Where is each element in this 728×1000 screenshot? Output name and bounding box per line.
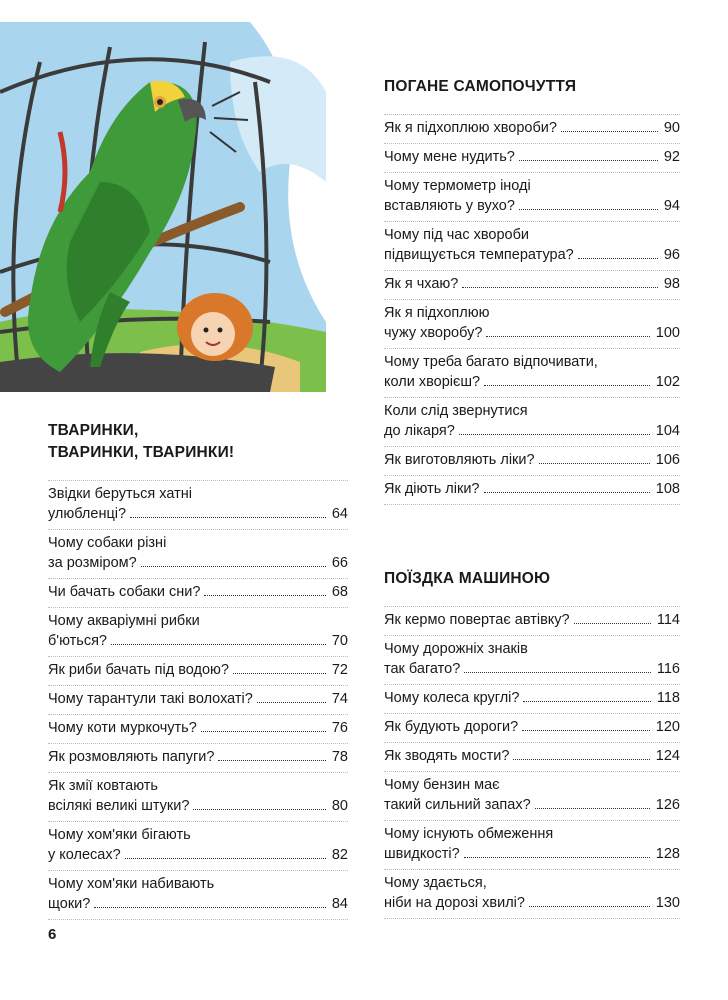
toc-entry-title-line: Як я підхоплюю	[384, 305, 490, 321]
toc-entry-page: 126	[655, 797, 680, 813]
toc-entry-title-line: Чому треба багато відпочивати,	[384, 354, 598, 370]
toc-entry-page: 66	[331, 555, 348, 571]
toc-entry	[48, 530, 348, 579]
toc-entry-title-line: Як я чхаю?	[384, 276, 459, 292]
dot-leader	[464, 857, 650, 858]
toc-entry-title-line: швидкості?	[384, 846, 460, 862]
dot-leader	[561, 131, 658, 132]
toc-entry-page: 130	[655, 895, 680, 911]
section-title-line: ТВАРИНКИ,	[48, 422, 139, 439]
toc-entry-title-line: Чому мене нудить?	[384, 149, 515, 165]
toc-entry-title-line: Як кермо повертає автівку?	[384, 612, 570, 628]
toc-entry	[48, 871, 348, 920]
dot-leader	[201, 731, 326, 732]
toc-entry	[48, 773, 348, 822]
toc-entry	[384, 447, 680, 476]
toc-entry-title-line: Чому колеса круглі?	[384, 690, 520, 706]
dot-leader	[522, 730, 650, 731]
section-title	[48, 420, 348, 464]
toc-entry-page: 82	[331, 847, 348, 863]
toc-entry-title-line: до лікаря?	[384, 423, 455, 439]
section-title	[384, 76, 680, 98]
toc-entry-page: 70	[331, 633, 348, 649]
toc-entry-title-line: Чому акваріумні рибки	[48, 613, 200, 629]
toc-entry	[48, 657, 348, 686]
toc-entry	[48, 686, 348, 715]
dot-leader	[218, 760, 325, 761]
toc-entry-title-line: Чому собаки різні	[48, 535, 167, 551]
section-title-line: ПОЇЗДКА МАШИНОЮ	[384, 570, 551, 587]
toc-entry-page: 114	[656, 612, 680, 628]
toc-entry-page: 108	[655, 481, 680, 497]
toc-entry-page: 102	[655, 374, 680, 390]
toc-entry-title-line: Як виготовляють ліки?	[384, 452, 535, 468]
toc-entry-page: 96	[663, 247, 680, 263]
dot-leader	[130, 517, 326, 518]
toc-entry-title-line: коли хворієш?	[384, 374, 481, 390]
dot-leader	[111, 644, 326, 645]
toc-entry-title-line: Як я підхоплюю хвороби?	[384, 120, 557, 136]
dot-leader	[462, 287, 657, 288]
toc-entry	[48, 579, 348, 608]
toc-entry-page: 68	[331, 584, 348, 600]
toc-entry-page: 116	[656, 661, 680, 677]
toc-entry-title-line: так багато?	[384, 661, 461, 677]
toc-entry-title-line: у колесах?	[48, 847, 121, 863]
toc-entry-page: 120	[655, 719, 680, 735]
toc-entry-page: 64	[331, 506, 348, 522]
section-title	[384, 568, 680, 590]
toc-entry-title-line: Чому хом'яки набивають	[48, 876, 215, 892]
toc-entry-title-line: Чому коти муркочуть?	[48, 720, 197, 736]
dot-leader	[125, 858, 326, 859]
dot-leader	[94, 907, 326, 908]
toc-entry-page: 80	[331, 798, 348, 814]
toc-entry	[384, 685, 680, 714]
dot-leader	[535, 808, 650, 809]
dot-leader	[529, 906, 650, 907]
section-title-line: ПОГАНЕ САМОПОЧУТТЯ	[384, 78, 577, 95]
parrot-illustration-svg	[0, 22, 326, 392]
toc-entry-title-line: Чому здається,	[384, 875, 487, 891]
toc-entry	[48, 608, 348, 657]
toc-entry-page: 74	[331, 691, 348, 707]
toc-section-feeling-bad	[384, 76, 680, 505]
toc-entry	[384, 714, 680, 743]
dot-leader	[578, 258, 658, 259]
toc-entry-title-line: чужу хворобу?	[384, 325, 483, 341]
toc-entry-page: 124	[655, 748, 680, 764]
dot-leader	[486, 336, 649, 337]
toc-entries	[384, 114, 680, 505]
dot-leader	[141, 566, 326, 567]
section-title-line: ТВАРИНКИ, ТВАРИНКИ!	[48, 444, 235, 461]
toc-entry-title-line: Як зводять мости?	[384, 748, 510, 764]
dot-leader	[519, 209, 658, 210]
toc-entry-page: 84	[331, 896, 348, 912]
dot-leader	[459, 434, 650, 435]
toc-entry-page: 98	[663, 276, 680, 292]
toc-entry	[48, 744, 348, 773]
parrot-cage-illustration	[0, 22, 326, 392]
toc-entry-title-line: б'ються?	[48, 633, 107, 649]
toc-entry	[384, 636, 680, 685]
toc-section-car-trip	[384, 568, 680, 919]
toc-entry-title-line: Чи бачать собаки сни?	[48, 584, 201, 600]
toc-entry-title-line: вставляють у вухо?	[384, 198, 515, 214]
toc-entry-title-line: Як розмовляють папуги?	[48, 749, 215, 765]
toc-entry-page: 72	[331, 662, 348, 678]
toc-entry-title-line: Чому тарантули такі волохаті?	[48, 691, 253, 707]
toc-entry-title-line: улюбленці?	[48, 506, 127, 522]
toc-entry	[384, 144, 680, 173]
toc-entry	[384, 173, 680, 222]
toc-entry-title-line: Чому дорожніх знаків	[384, 641, 528, 657]
toc-entry-title-line: підвищується температура?	[384, 247, 574, 263]
toc-entry-title-line: Як будують дороги?	[384, 719, 519, 735]
toc-entry	[48, 715, 348, 744]
toc-entry-title-line: щоки?	[48, 896, 91, 912]
toc-entry	[48, 480, 348, 530]
page-number: 6	[48, 926, 57, 943]
toc-entry-title-line: Чому під час хвороби	[384, 227, 529, 243]
toc-entry	[384, 870, 680, 919]
toc-entry-title-line: Чому бензин має	[384, 777, 500, 793]
toc-entry-page: 76	[331, 720, 348, 736]
dot-leader	[193, 809, 325, 810]
toc-entry-title-line: Чому існують обмеження	[384, 826, 554, 842]
toc-entry-title-line: за розміром?	[48, 555, 137, 571]
dot-leader	[484, 492, 650, 493]
toc-entries	[384, 606, 680, 919]
toc-entry	[384, 271, 680, 300]
dot-leader	[257, 702, 326, 703]
toc-section-pets	[48, 420, 348, 920]
girl-icon	[177, 293, 253, 361]
toc-entry	[384, 398, 680, 447]
toc-entry	[384, 349, 680, 398]
dot-leader	[233, 673, 326, 674]
toc-entry	[384, 772, 680, 821]
dot-leader	[204, 595, 325, 596]
toc-entry	[384, 114, 680, 144]
toc-entry-page: 92	[663, 149, 680, 165]
dot-leader	[519, 160, 658, 161]
toc-entry-title-line: Коли слід звернутися	[384, 403, 528, 419]
toc-entry-title-line: Як риби бачать під водою?	[48, 662, 229, 678]
toc-entry-title-line: Як змії ковтають	[48, 778, 158, 794]
toc-entry-page: 106	[655, 452, 680, 468]
toc-entry-page: 100	[655, 325, 680, 341]
toc-entry-page: 128	[655, 846, 680, 862]
dot-leader	[464, 672, 651, 673]
toc-entry-page: 90	[663, 120, 680, 136]
toc-entry-page: 118	[656, 690, 680, 706]
dot-leader	[539, 463, 650, 464]
toc-entry-title-line: ніби на дорозі хвилі?	[384, 895, 525, 911]
toc-entry-page: 78	[331, 749, 348, 765]
toc-entry	[384, 606, 680, 636]
toc-entry	[384, 821, 680, 870]
toc-entry	[384, 300, 680, 349]
toc-entry-title-line: такий сильний запах?	[384, 797, 531, 813]
toc-entry-title-line: всілякі великі штуки?	[48, 798, 190, 814]
toc-entry-title-line: Як діють ліки?	[384, 481, 480, 497]
toc-entry	[384, 743, 680, 772]
dot-leader	[574, 623, 651, 624]
toc-entries	[48, 480, 348, 920]
toc-entry-title-line: Чому хом'яки бігають	[48, 827, 191, 843]
toc-entry	[384, 222, 680, 271]
toc-entry-page: 94	[663, 198, 680, 214]
toc-entry-title-line: Чому термометр іноді	[384, 178, 531, 194]
toc-entry-page: 104	[655, 423, 680, 439]
toc-entry	[384, 476, 680, 505]
dot-leader	[523, 701, 650, 702]
dot-leader	[484, 385, 650, 386]
dot-leader	[513, 759, 649, 760]
toc-entry	[48, 822, 348, 871]
toc-entry-title-line: Звідки беруться хатні	[48, 486, 193, 502]
